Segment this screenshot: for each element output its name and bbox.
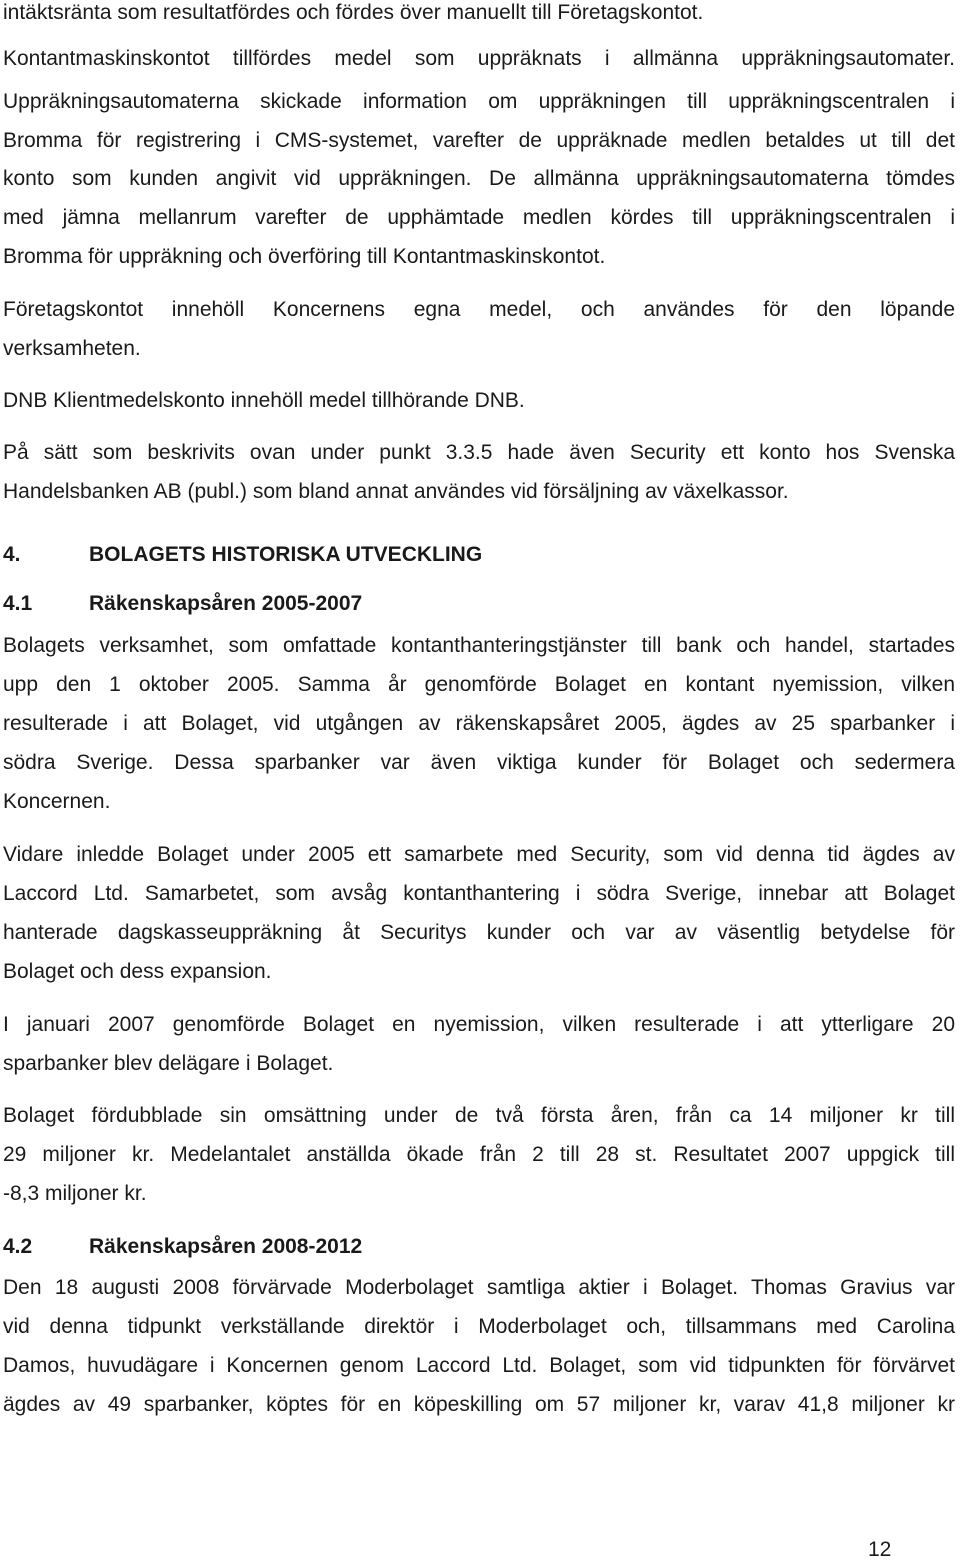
text-line: -8,3 miljoner kr. [3, 1182, 147, 1205]
section-heading-4-1 [3, 591, 955, 617]
text-line: Damos, huvudägare i Koncernen genom Laccord Ltd. Bolaget, som vid tidpunkten för förvärvet [3, 1354, 955, 1377]
section-number: 4.1 [3, 592, 33, 615]
text-line: Företagskontot innehöll Koncernens egna medel, och användes för den löpande [3, 298, 955, 321]
text-line: Uppräkningsautomaterna skickade information om uppräkningen till uppräkningscentralen i [3, 90, 955, 113]
text-line: Bolaget fördubblade sin omsättning under de två första åren, från ca 14 miljoner kr till [3, 1104, 955, 1127]
text-line: På sätt som beskrivits ovan under punkt 3.3.5 hade även Security ett konto hos Svenska [3, 441, 955, 464]
section-heading-4 [3, 542, 955, 568]
text-line: konto som kunden angivit vid uppräkningen. De allmänna uppräkningsautomaterna tömdes [3, 167, 955, 190]
text-line: sparbanker blev delägare i Bolaget. [3, 1052, 334, 1075]
text-line: Handelsbanken AB (publ.) som bland annat användes vid försäljning av växelkassor. [3, 480, 789, 503]
text-line: södra Sverige. Dessa sparbanker var även viktiga kunder för Bolaget och sedermera [3, 751, 955, 774]
text-line: Koncernen. [3, 790, 111, 813]
section-title: Räkenskapsåren 2008-2012 [89, 1235, 363, 1258]
text-line: Bromma för registrering i CMS-systemet, varefter de uppräknade medlen betaldes ut till det [3, 129, 955, 152]
section-number: 4. [3, 543, 21, 566]
text-line: 29 miljoner kr. Medelantalet anställda ökade från 2 till 28 st. Resultatet 2007 uppgick till [3, 1143, 955, 1166]
text-line: Bolagets verksamhet, som omfattade kontanthanteringstjänster till bank och handel, startades [3, 634, 955, 657]
text-line: verksamheten. [3, 337, 141, 360]
text-line: DNB Klientmedelskonto innehöll medel tillhörande DNB. [3, 389, 525, 412]
text-line: Bromma för uppräkning och överföring till Kontantmaskinskontot. [3, 245, 606, 268]
text-line: Den 18 augusti 2008 förvärvade Moderbolaget samtliga aktier i Bolaget. Thomas Gravius var [3, 1276, 955, 1299]
text-line: Vidare inledde Bolaget under 2005 ett samarbete med Security, som vid denna tid ägdes av [3, 843, 955, 866]
text-line: hanterade dagskasseuppräkning åt Securitys kunder och var av väsentlig betydelse för [3, 921, 955, 944]
text-line: ägdes av 49 sparbanker, köptes för en köpeskilling om 57 miljoner kr, varav 41,8 miljoner kr [3, 1393, 955, 1416]
text-line: Bolaget och dess expansion. [3, 960, 272, 983]
text-line: Kontantmaskinskontot tillfördes medel som uppräknats i allmänna uppräkningsautomater. [3, 47, 955, 70]
text-line: I januari 2007 genomförde Bolaget en nyemission, vilken resulterade i att ytterligare 20 [3, 1013, 955, 1036]
section-heading-4-2 [3, 1234, 955, 1260]
text-line: Laccord Ltd. Samarbetet, som avsåg kontanthantering i södra Sverige, innebar att Bolaget [3, 882, 955, 905]
text-line: resulterade i att Bolaget, vid utgången av räkenskapsåret 2005, ägdes av 25 sparbanker i [3, 712, 955, 735]
section-title: Räkenskapsåren 2005-2007 [89, 592, 363, 615]
page-number: 12 [868, 1538, 892, 1561]
text-line: med jämna mellanrum varefter de upphämtade medlen kördes till uppräkningscentralen i [3, 206, 955, 229]
section-number: 4.2 [3, 1235, 33, 1258]
text-line: upp den 1 oktober 2005. Samma år genomförde Bolaget en kontant nyemission, vilken [3, 673, 955, 696]
text-line: vid denna tidpunkt verkställande direktör i Moderbolaget och, tillsammans med Carolina [3, 1315, 955, 1338]
text-line: intäktsränta som resultatfördes och fördes över manuellt till Företagskontot. [3, 1, 704, 24]
section-title: BOLAGETS HISTORISKA UTVECKLING [89, 543, 483, 566]
